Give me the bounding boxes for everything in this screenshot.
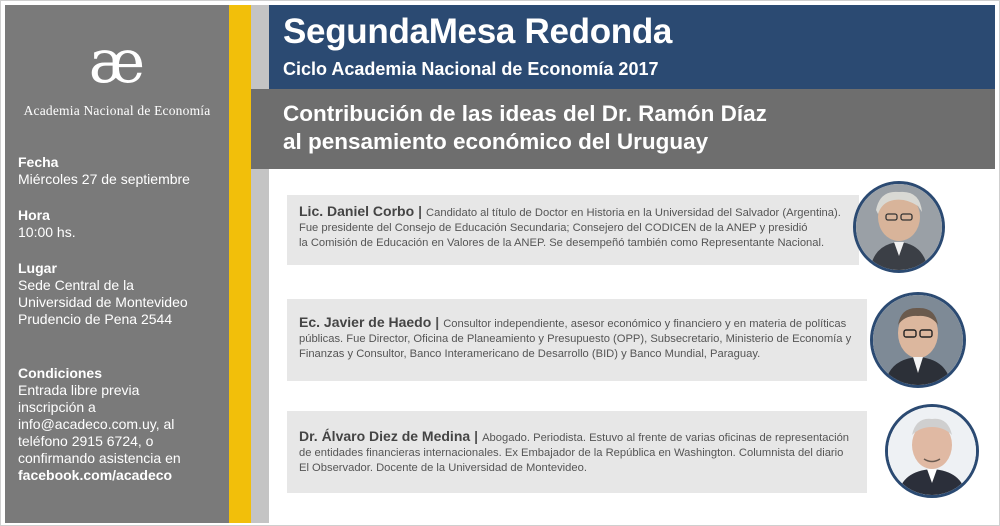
speaker-text	[299, 204, 841, 251]
conditions-label: Condiciones	[18, 365, 103, 381]
academia-name: Academia Nacional de Economía	[23, 103, 211, 118]
portrait-icon	[888, 407, 976, 495]
sidebar	[5, 5, 229, 523]
conditions-block	[18, 365, 223, 484]
speaker-card	[287, 299, 867, 381]
speaker-name: Dr. Álvaro Diez de Medina	[299, 428, 471, 444]
portrait-icon	[873, 295, 963, 385]
portrait-icon	[856, 184, 942, 270]
academia-logo-icon: æ	[88, 27, 146, 97]
topic-banner	[251, 89, 995, 169]
date-block	[18, 154, 223, 188]
speaker-photo	[870, 292, 966, 388]
speaker-photo	[853, 181, 945, 273]
speaker-bio-line: Abogado. Periodista. Estuvo al frente de varias oficinas de representación	[482, 432, 850, 444]
speaker-text	[299, 429, 849, 476]
speakers-section	[269, 169, 995, 523]
event-title: SegundaMesa Redonda	[283, 12, 673, 51]
speaker-bio-line: Finanzas y Consultor, Banco Interamericano de Desarrollo (BID) y Banco Mundial, Paraguay.	[299, 348, 761, 360]
place-value: Sede Central de la Universidad de Montevideo Prudencio de Pena 2544	[18, 277, 188, 327]
speaker-text	[299, 315, 851, 362]
speaker-separator: |	[474, 428, 479, 444]
speaker-bio-line: de entidades financieras internacionales. Ex Embajador de la República en Washington. Columnista del diario	[299, 447, 844, 459]
place-block	[18, 260, 223, 328]
facebook-link[interactable]: facebook.com/acadeco	[18, 467, 173, 483]
speaker-bio-line: la Comisión de Educación en Valores de la ANEP. Se desempeñó también como Representante Nacional.	[299, 237, 825, 249]
speaker-bio-line: Candidato al título de Doctor en Historia en la Universidad del Salvador (Argentina).	[426, 207, 841, 219]
speaker-bio-line: públicas. Fue Director, Oficina de Planeamiento y Presupuesto (OPP), Subsecretario, Ministerio de Economía y	[299, 333, 852, 345]
header-banner	[269, 5, 995, 89]
speaker-name: Ec. Javier de Haedo	[299, 314, 432, 330]
speaker-bio-line: El Observador. Docente de la Universidad de Montevideo.	[299, 462, 587, 474]
conditions-value: Entrada libre previa inscripción a info@acadeco.com.uy, al teléfono 2915 6724, o confirmando asistencia en	[18, 382, 181, 466]
speaker-photo	[885, 404, 979, 498]
speaker-card	[287, 411, 867, 493]
accent-stripe-gray	[251, 5, 269, 523]
time-block	[18, 207, 223, 241]
speaker-card	[287, 195, 859, 265]
speaker-bio-line: Fue presidente del Consejo de Educación Secundaria; Consejero del CODICEN de la ANEP y presidió	[299, 222, 808, 234]
time-value: 10:00 hs.	[18, 224, 76, 240]
date-label: Fecha	[18, 154, 59, 170]
event-subtitle: Ciclo Academia Nacional de Economía 2017	[283, 59, 659, 79]
place-label: Lugar	[18, 260, 57, 276]
speaker-separator: |	[435, 314, 440, 330]
speaker-separator: |	[418, 203, 423, 219]
time-label: Hora	[18, 207, 50, 223]
date-value: Miércoles 27 de septiembre	[18, 171, 190, 187]
accent-stripe-yellow	[229, 5, 251, 523]
speaker-bio-line: Consultor independiente, asesor económico y financiero y en materia de políticas	[443, 318, 847, 330]
speaker-name: Lic. Daniel Corbo	[299, 203, 415, 219]
topic-line-2: al pensamiento económico del Uruguay	[283, 129, 709, 154]
topic-line-1: Contribución de las ideas del Dr. Ramón Díaz	[283, 101, 767, 126]
